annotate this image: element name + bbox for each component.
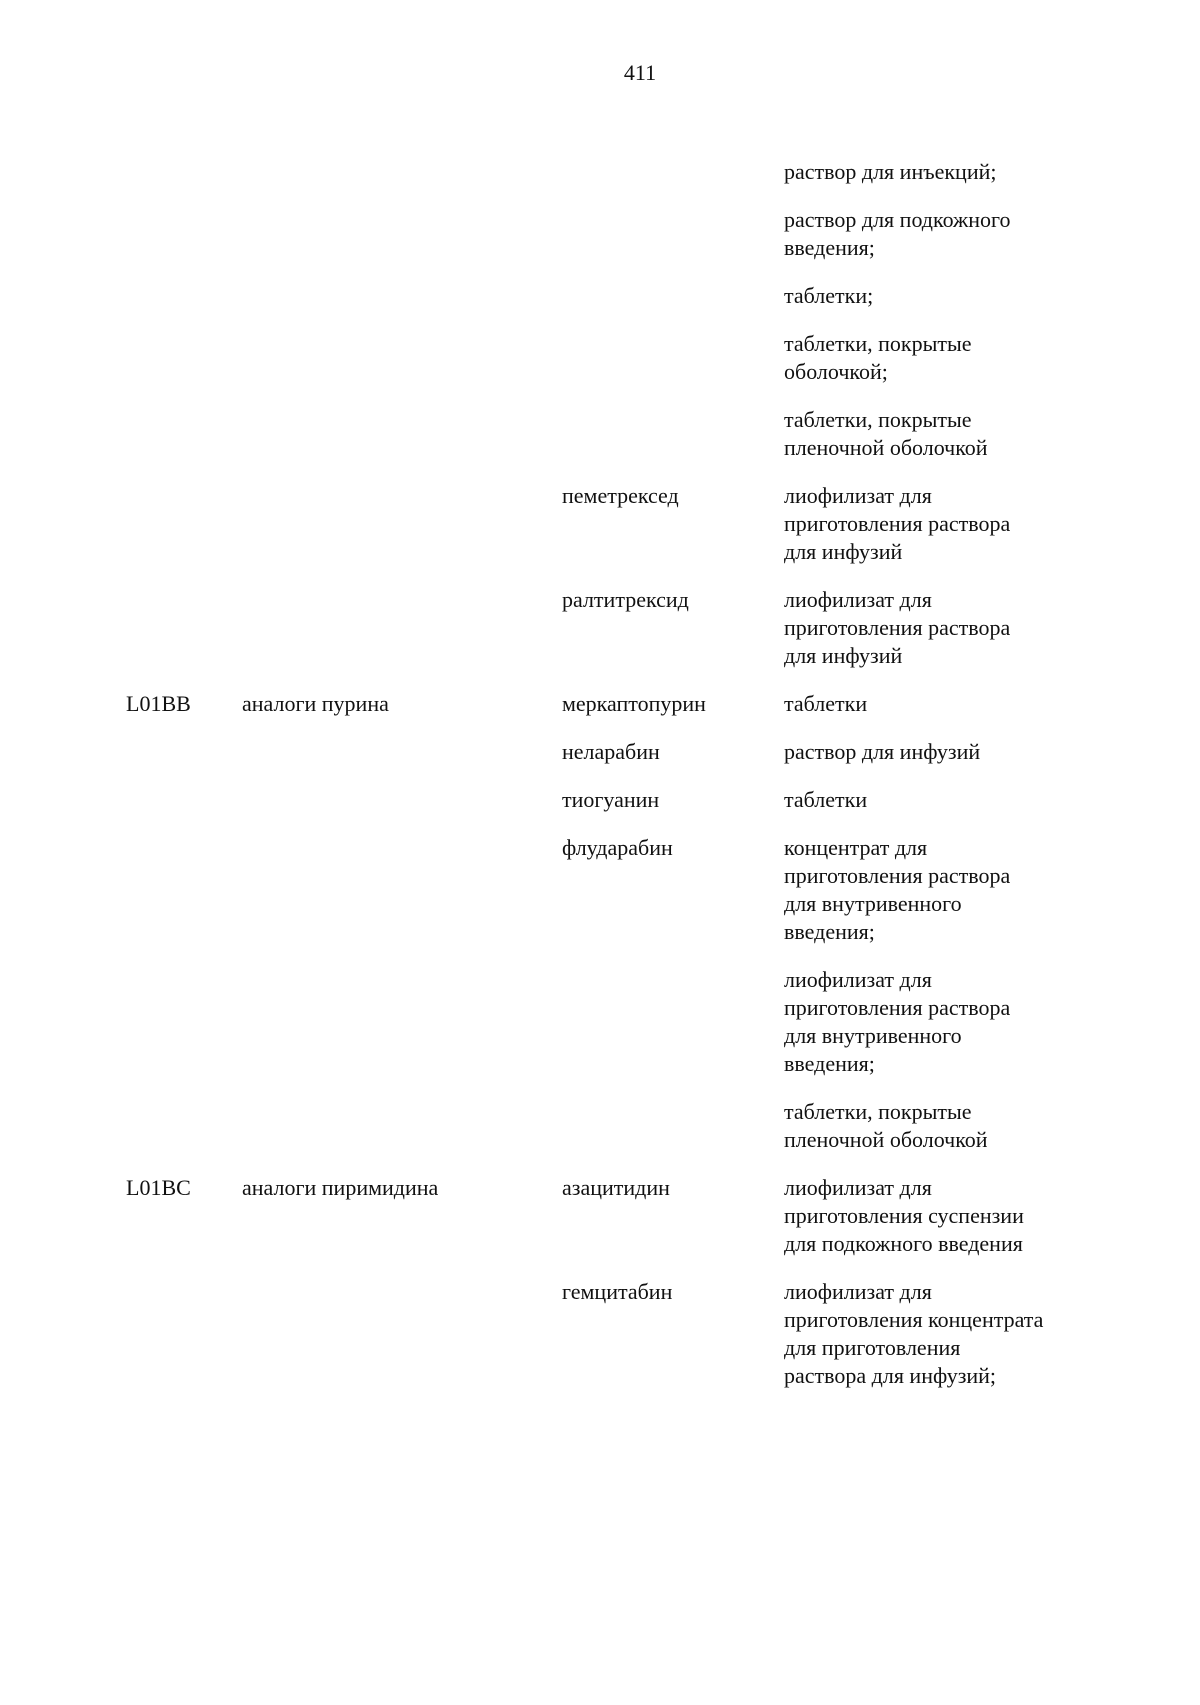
dosage-form: лиофилизат для приготовления раствора для инфузий [784,587,1011,668]
drug-name: меркаптопурин [562,691,706,716]
dosage-forms [784,482,1046,566]
table-row [0,482,1200,566]
dosage-forms [784,158,1046,462]
dosage-form: лиофилизат для приготовления раствора для инфузий [784,483,1011,564]
drug-group: аналоги пурина [242,691,389,716]
table-row [0,586,1200,670]
dosage-form: лиофилизат для приготовления суспензии для подкожного введения [784,1175,1024,1256]
table-row [0,1174,1200,1258]
table-row [0,738,1200,766]
drug-name: тиогуанин [562,787,660,812]
dosage-forms [784,786,1046,814]
drug-name: гемцитабин [562,1279,673,1304]
drug-table [0,158,1200,1410]
dosage-forms [784,1174,1046,1258]
table-row [0,834,1200,1154]
dosage-form: раствор для подкожного введения; [784,207,1011,260]
table-row [0,158,1200,462]
dosage-forms [784,738,1046,766]
dosage-form: таблетки [784,691,868,716]
table-row [0,690,1200,718]
dosage-form: лиофилизат для приготовления раствора для внутривенного введения; [784,967,1011,1076]
page-number: 411 [623,60,657,85]
drug-name: азацитидин [562,1175,670,1200]
dosage-forms [784,586,1046,670]
dosage-forms [784,1278,1046,1390]
dosage-form: таблетки, покрытые пленочной оболочкой [784,407,988,460]
dosage-form: концентрат для приготовления раствора для внутривенного введения; [784,835,1011,944]
dosage-form: таблетки, покрытые пленочной оболочкой [784,1099,988,1152]
dosage-forms [784,690,1046,718]
atc-code: L01BB [126,691,191,716]
drug-name: пеметрексед [562,483,679,508]
dosage-form: таблетки; [784,283,874,308]
drug-name: ралтитрексид [562,587,689,612]
dosage-forms [784,834,1046,1154]
table-row [0,786,1200,814]
atc-code: L01BC [126,1175,191,1200]
drug-group: аналоги пиримидина [242,1175,439,1200]
dosage-form: таблетки, покрытые оболочкой; [784,331,972,384]
dosage-form: таблетки [784,787,868,812]
dosage-form: раствор для инфузий [784,739,981,764]
dosage-form: раствор для инъекций; [784,159,997,184]
drug-name: флударабин [562,835,673,860]
dosage-form: лиофилизат для приготовления концентрата для приготовления раствора для инфузий; [784,1279,1044,1388]
drug-name: неларабин [562,739,660,764]
table-row [0,1278,1200,1390]
